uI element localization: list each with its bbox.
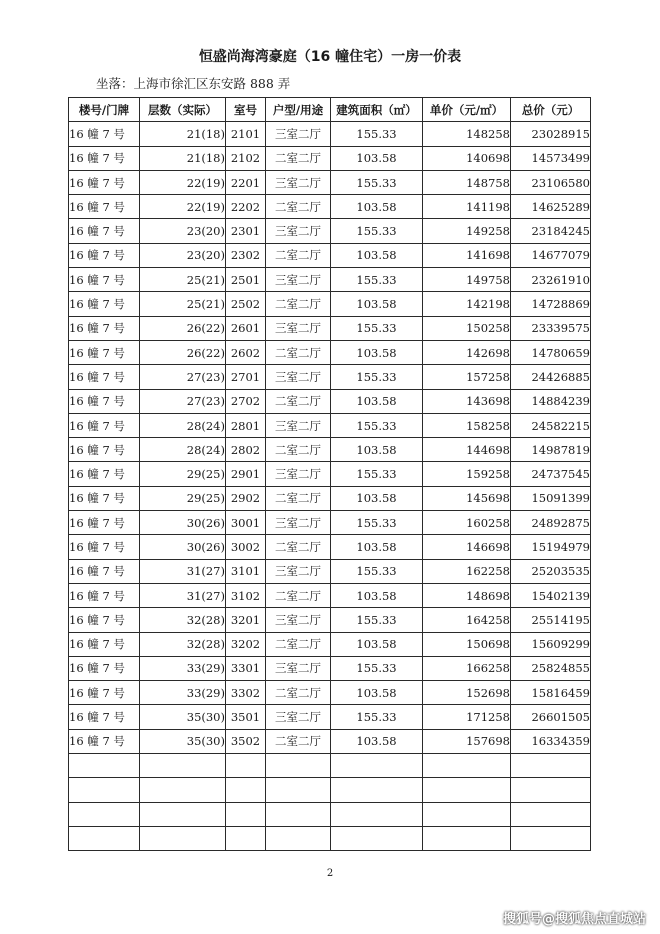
cell-room: 3501 xyxy=(226,705,266,729)
table-row xyxy=(69,583,591,607)
cell-total-price: 24892875 xyxy=(511,511,591,535)
cell-unit-price: 145698 xyxy=(423,486,511,510)
cell-type: 二室二厅 xyxy=(266,681,331,705)
cell-floor: 32(28) xyxy=(140,608,226,632)
cell-floor: 33(29) xyxy=(140,681,226,705)
cell-building: 16 幢 7 号 xyxy=(69,729,140,753)
cell-building: 16 幢 7 号 xyxy=(69,656,140,680)
cell-total-price: 24737545 xyxy=(511,462,591,486)
cell-type: 三室二厅 xyxy=(266,365,331,389)
empty-cell xyxy=(331,802,423,826)
empty-row xyxy=(69,778,591,802)
cell-total-price: 14677079 xyxy=(511,243,591,267)
cell-room: 2101 xyxy=(226,122,266,146)
cell-type: 三室二厅 xyxy=(266,705,331,729)
cell-building: 16 幢 7 号 xyxy=(69,681,140,705)
cell-total-price: 24582215 xyxy=(511,413,591,437)
cell-building: 16 幢 7 号 xyxy=(69,122,140,146)
table-row xyxy=(69,268,591,292)
cell-building: 16 幢 7 号 xyxy=(69,316,140,340)
cell-room: 2501 xyxy=(226,268,266,292)
cell-unit-price: 152698 xyxy=(423,681,511,705)
empty-cell xyxy=(331,778,423,802)
table-row xyxy=(69,559,591,583)
cell-area: 103.58 xyxy=(331,146,423,170)
cell-total-price: 14728869 xyxy=(511,292,591,316)
cell-floor: 32(28) xyxy=(140,632,226,656)
table-row xyxy=(69,340,591,364)
cell-floor: 28(24) xyxy=(140,413,226,437)
cell-room: 3102 xyxy=(226,583,266,607)
cell-area: 155.33 xyxy=(331,219,423,243)
cell-floor: 25(21) xyxy=(140,268,226,292)
table-row xyxy=(69,389,591,413)
table-row xyxy=(69,243,591,267)
table-row xyxy=(69,705,591,729)
cell-type: 三室二厅 xyxy=(266,656,331,680)
empty-cell xyxy=(423,754,511,778)
cell-unit-price: 148258 xyxy=(423,122,511,146)
cell-unit-price: 148698 xyxy=(423,583,511,607)
cell-unit-price: 141698 xyxy=(423,243,511,267)
empty-cell xyxy=(331,754,423,778)
cell-total-price: 15402139 xyxy=(511,583,591,607)
table-row xyxy=(69,146,591,170)
cell-room: 2202 xyxy=(226,195,266,219)
cell-room: 3002 xyxy=(226,535,266,559)
cell-building: 16 幢 7 号 xyxy=(69,608,140,632)
cell-type: 二室二厅 xyxy=(266,146,331,170)
cell-area: 155.33 xyxy=(331,705,423,729)
cell-type: 三室二厅 xyxy=(266,608,331,632)
cell-total-price: 14625289 xyxy=(511,195,591,219)
table-row xyxy=(69,122,591,146)
cell-unit-price: 146698 xyxy=(423,535,511,559)
cell-floor: 27(23) xyxy=(140,389,226,413)
cell-floor: 31(27) xyxy=(140,583,226,607)
cell-type: 三室二厅 xyxy=(266,268,331,292)
header-building: 楼号/门牌 xyxy=(69,98,140,122)
cell-floor: 28(24) xyxy=(140,438,226,462)
cell-type: 二室二厅 xyxy=(266,729,331,753)
empty-cell xyxy=(423,778,511,802)
empty-cell xyxy=(140,778,226,802)
table-row xyxy=(69,316,591,340)
cell-area: 155.33 xyxy=(331,365,423,389)
table-row xyxy=(69,413,591,437)
cell-total-price: 23106580 xyxy=(511,170,591,194)
cell-area: 155.33 xyxy=(331,316,423,340)
cell-building: 16 幢 7 号 xyxy=(69,438,140,462)
table-row xyxy=(69,535,591,559)
empty-cell xyxy=(69,802,140,826)
empty-cell xyxy=(511,754,591,778)
cell-room: 3101 xyxy=(226,559,266,583)
cell-floor: 30(26) xyxy=(140,535,226,559)
document-title: 恒盛尚海湾豪庭（16 幢住宅）一房一价表 xyxy=(198,49,462,65)
cell-type: 二室二厅 xyxy=(266,535,331,559)
empty-cell xyxy=(140,754,226,778)
cell-building: 16 幢 7 号 xyxy=(69,559,140,583)
empty-cell xyxy=(69,754,140,778)
cell-unit-price: 150258 xyxy=(423,316,511,340)
cell-floor: 22(19) xyxy=(140,195,226,219)
cell-area: 155.33 xyxy=(331,413,423,437)
cell-floor: 23(20) xyxy=(140,243,226,267)
cell-total-price: 23028915 xyxy=(511,122,591,146)
table-row xyxy=(69,170,591,194)
cell-area: 155.33 xyxy=(331,511,423,535)
cell-total-price: 24426885 xyxy=(511,365,591,389)
cell-unit-price: 166258 xyxy=(423,656,511,680)
cell-building: 16 幢 7 号 xyxy=(69,365,140,389)
cell-total-price: 25203535 xyxy=(511,559,591,583)
cell-area: 103.58 xyxy=(331,729,423,753)
cell-floor: 22(19) xyxy=(140,170,226,194)
empty-cell xyxy=(511,802,591,826)
cell-building: 16 幢 7 号 xyxy=(69,413,140,437)
empty-cell xyxy=(423,826,511,850)
cell-type: 二室二厅 xyxy=(266,243,331,267)
cell-room: 3202 xyxy=(226,632,266,656)
cell-total-price: 25514195 xyxy=(511,608,591,632)
cell-total-price: 14884239 xyxy=(511,389,591,413)
table-row xyxy=(69,462,591,486)
cell-type: 三室二厅 xyxy=(266,413,331,437)
cell-room: 2601 xyxy=(226,316,266,340)
cell-unit-price: 148758 xyxy=(423,170,511,194)
cell-type: 三室二厅 xyxy=(266,462,331,486)
header-type: 户型/用途 xyxy=(266,98,331,122)
cell-unit-price: 142698 xyxy=(423,340,511,364)
cell-building: 16 幢 7 号 xyxy=(69,632,140,656)
cell-room: 2702 xyxy=(226,389,266,413)
header-room: 室号 xyxy=(226,98,266,122)
cell-building: 16 幢 7 号 xyxy=(69,268,140,292)
address-line: 坐落：上海市徐汇区东安路 888 弄 xyxy=(96,76,291,91)
cell-area: 103.58 xyxy=(331,486,423,510)
cell-building: 16 幢 7 号 xyxy=(69,511,140,535)
cell-unit-price: 157698 xyxy=(423,729,511,753)
cell-building: 16 幢 7 号 xyxy=(69,705,140,729)
cell-room: 3502 xyxy=(226,729,266,753)
table-row xyxy=(69,608,591,632)
cell-unit-price: 160258 xyxy=(423,511,511,535)
cell-room: 2801 xyxy=(226,413,266,437)
table-row xyxy=(69,632,591,656)
cell-unit-price: 171258 xyxy=(423,705,511,729)
cell-room: 2201 xyxy=(226,170,266,194)
cell-area: 103.58 xyxy=(331,195,423,219)
table-row xyxy=(69,195,591,219)
empty-cell xyxy=(226,826,266,850)
empty-cell xyxy=(266,826,331,850)
page-number: 2 xyxy=(326,868,334,879)
cell-floor: 35(30) xyxy=(140,705,226,729)
cell-floor: 33(29) xyxy=(140,656,226,680)
cell-room: 2301 xyxy=(226,219,266,243)
watermark: 搜狐号@搜狐焦点直城站 xyxy=(502,912,646,927)
cell-type: 三室二厅 xyxy=(266,219,331,243)
empty-row xyxy=(69,826,591,850)
cell-room: 2102 xyxy=(226,146,266,170)
cell-type: 二室二厅 xyxy=(266,340,331,364)
cell-total-price: 14987819 xyxy=(511,438,591,462)
cell-area: 103.58 xyxy=(331,389,423,413)
cell-room: 2802 xyxy=(226,438,266,462)
cell-building: 16 幢 7 号 xyxy=(69,340,140,364)
table-row xyxy=(69,438,591,462)
cell-unit-price: 162258 xyxy=(423,559,511,583)
cell-total-price: 16334359 xyxy=(511,729,591,753)
cell-type: 二室二厅 xyxy=(266,583,331,607)
cell-building: 16 幢 7 号 xyxy=(69,243,140,267)
table-row xyxy=(69,486,591,510)
empty-cell xyxy=(511,778,591,802)
cell-type: 二室二厅 xyxy=(266,389,331,413)
header-row xyxy=(69,98,591,122)
cell-area: 103.58 xyxy=(331,340,423,364)
cell-floor: 31(27) xyxy=(140,559,226,583)
empty-cell xyxy=(69,778,140,802)
cell-building: 16 幢 7 号 xyxy=(69,146,140,170)
cell-type: 二室二厅 xyxy=(266,632,331,656)
cell-floor: 26(22) xyxy=(140,340,226,364)
cell-area: 155.33 xyxy=(331,656,423,680)
cell-type: 三室二厅 xyxy=(266,559,331,583)
cell-building: 16 幢 7 号 xyxy=(69,219,140,243)
cell-room: 3001 xyxy=(226,511,266,535)
empty-cell xyxy=(140,826,226,850)
price-table xyxy=(68,97,591,851)
cell-area: 155.33 xyxy=(331,559,423,583)
cell-building: 16 幢 7 号 xyxy=(69,292,140,316)
empty-cell xyxy=(331,826,423,850)
cell-floor: 23(20) xyxy=(140,219,226,243)
cell-type: 二室二厅 xyxy=(266,195,331,219)
cell-total-price: 23261910 xyxy=(511,268,591,292)
cell-floor: 21(18) xyxy=(140,146,226,170)
header-unit-price: 单价（元/㎡） xyxy=(423,98,511,122)
empty-cell xyxy=(226,802,266,826)
cell-area: 103.58 xyxy=(331,292,423,316)
cell-unit-price: 159258 xyxy=(423,462,511,486)
cell-area: 155.33 xyxy=(331,170,423,194)
cell-building: 16 幢 7 号 xyxy=(69,486,140,510)
cell-type: 三室二厅 xyxy=(266,122,331,146)
cell-room: 2701 xyxy=(226,365,266,389)
cell-unit-price: 150698 xyxy=(423,632,511,656)
empty-cell xyxy=(423,802,511,826)
cell-room: 2602 xyxy=(226,340,266,364)
cell-total-price: 14573499 xyxy=(511,146,591,170)
cell-unit-price: 142198 xyxy=(423,292,511,316)
cell-building: 16 幢 7 号 xyxy=(69,389,140,413)
empty-cell xyxy=(266,754,331,778)
cell-unit-price: 140698 xyxy=(423,146,511,170)
cell-total-price: 15091399 xyxy=(511,486,591,510)
cell-total-price: 15194979 xyxy=(511,535,591,559)
cell-area: 155.33 xyxy=(331,122,423,146)
cell-unit-price: 158258 xyxy=(423,413,511,437)
cell-room: 2302 xyxy=(226,243,266,267)
cell-floor: 25(21) xyxy=(140,292,226,316)
empty-cell xyxy=(511,826,591,850)
table-row xyxy=(69,365,591,389)
cell-area: 103.58 xyxy=(331,535,423,559)
cell-type: 二室二厅 xyxy=(266,438,331,462)
cell-type: 二室二厅 xyxy=(266,486,331,510)
cell-unit-price: 141198 xyxy=(423,195,511,219)
cell-unit-price: 143698 xyxy=(423,389,511,413)
empty-row xyxy=(69,802,591,826)
cell-total-price: 26601505 xyxy=(511,705,591,729)
cell-floor: 26(22) xyxy=(140,316,226,340)
cell-total-price: 15816459 xyxy=(511,681,591,705)
cell-total-price: 15609299 xyxy=(511,632,591,656)
cell-type: 二室二厅 xyxy=(266,292,331,316)
cell-floor: 30(26) xyxy=(140,511,226,535)
cell-building: 16 幢 7 号 xyxy=(69,535,140,559)
cell-area: 103.58 xyxy=(331,438,423,462)
cell-floor: 29(25) xyxy=(140,462,226,486)
cell-unit-price: 164258 xyxy=(423,608,511,632)
table-row xyxy=(69,656,591,680)
empty-cell xyxy=(266,778,331,802)
cell-building: 16 幢 7 号 xyxy=(69,462,140,486)
cell-total-price: 25824855 xyxy=(511,656,591,680)
cell-floor: 35(30) xyxy=(140,729,226,753)
cell-room: 2502 xyxy=(226,292,266,316)
cell-room: 3201 xyxy=(226,608,266,632)
cell-area: 103.58 xyxy=(331,681,423,705)
cell-room: 2902 xyxy=(226,486,266,510)
cell-unit-price: 149758 xyxy=(423,268,511,292)
cell-unit-price: 144698 xyxy=(423,438,511,462)
cell-area: 103.58 xyxy=(331,243,423,267)
cell-total-price: 23184245 xyxy=(511,219,591,243)
cell-type: 三室二厅 xyxy=(266,316,331,340)
header-total-price: 总价（元） xyxy=(511,98,591,122)
cell-building: 16 幢 7 号 xyxy=(69,583,140,607)
cell-floor: 21(18) xyxy=(140,122,226,146)
cell-building: 16 幢 7 号 xyxy=(69,195,140,219)
cell-type: 三室二厅 xyxy=(266,170,331,194)
header-area: 建筑面积（㎡） xyxy=(331,98,423,122)
table-row xyxy=(69,219,591,243)
cell-total-price: 14780659 xyxy=(511,340,591,364)
cell-area: 155.33 xyxy=(331,608,423,632)
cell-building: 16 幢 7 号 xyxy=(69,170,140,194)
cell-floor: 29(25) xyxy=(140,486,226,510)
cell-room: 3302 xyxy=(226,681,266,705)
table-row xyxy=(69,292,591,316)
empty-row xyxy=(69,754,591,778)
empty-cell xyxy=(69,826,140,850)
empty-cell xyxy=(226,778,266,802)
cell-total-price: 23339575 xyxy=(511,316,591,340)
empty-cell xyxy=(140,802,226,826)
empty-cell xyxy=(266,802,331,826)
cell-floor: 27(23) xyxy=(140,365,226,389)
table-row xyxy=(69,729,591,753)
cell-unit-price: 157258 xyxy=(423,365,511,389)
cell-room: 3301 xyxy=(226,656,266,680)
cell-type: 三室二厅 xyxy=(266,511,331,535)
cell-area: 155.33 xyxy=(331,268,423,292)
table-row xyxy=(69,511,591,535)
table-row xyxy=(69,681,591,705)
cell-area: 103.58 xyxy=(331,632,423,656)
header-floor: 层数（实际） xyxy=(140,98,226,122)
cell-unit-price: 149258 xyxy=(423,219,511,243)
cell-area: 103.58 xyxy=(331,583,423,607)
empty-cell xyxy=(226,754,266,778)
cell-area: 155.33 xyxy=(331,462,423,486)
cell-room: 2901 xyxy=(226,462,266,486)
